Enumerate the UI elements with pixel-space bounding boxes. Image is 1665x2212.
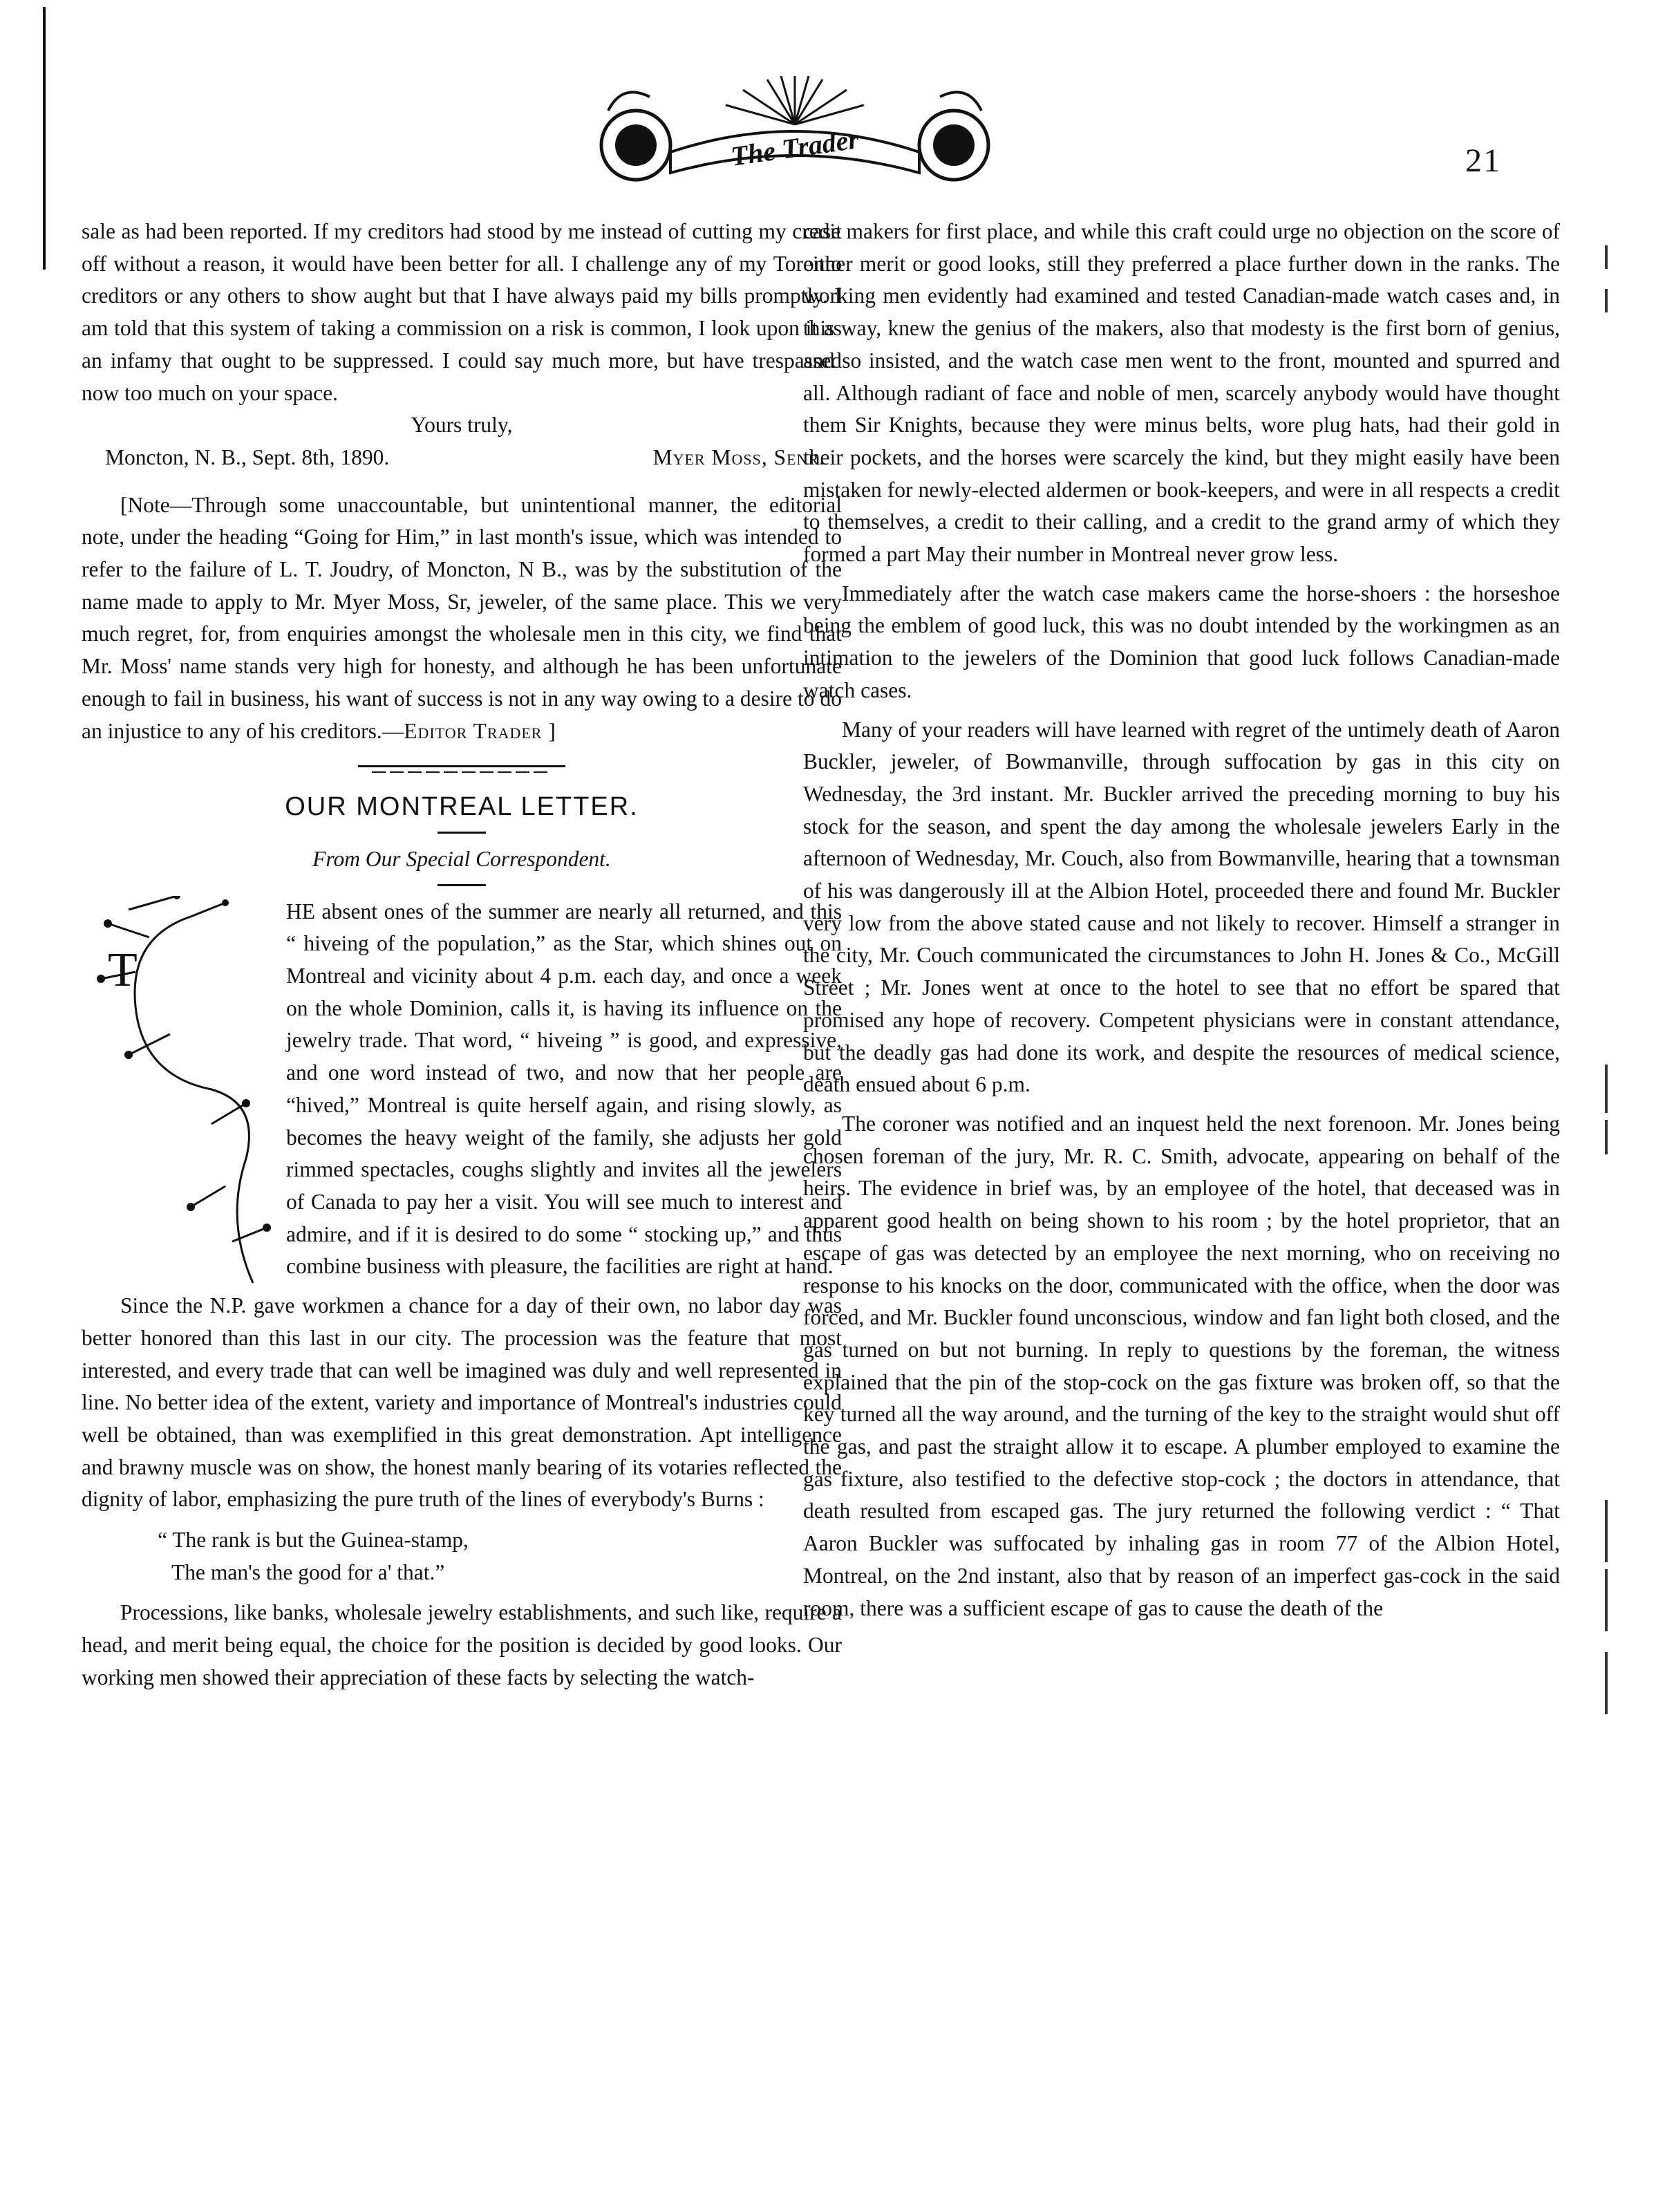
editor-note-text: [Note—Through some unaccountable, but unintentional manner, the editorial note, under the heading “Going for Him,” in last month's issue, which was intended to refer to the failure of L. T. Joudry, of Moncton, N B., was by the substitution of the name made to apply to Mr. Myer Moss, Sr, jeweler, of the same place. This we very much regret, for, from enquiries amongst the wholesale men in this city, we find that Mr. Moss' name stands very high for honesty, and although he has been unfortunate enough to fail in business, his want of success is not in any way owing to a desire to do an injustice to any of his creditors. <box>82 492 842 743</box>
page-number: 21 <box>1465 142 1501 179</box>
letter-closing: Yours truly, <box>411 413 513 438</box>
margin-mark <box>1605 1569 1608 1631</box>
masthead-ornament <box>594 69 995 187</box>
left-column <box>82 216 842 1694</box>
margin-mark <box>1605 1500 1608 1562</box>
right-para-3: Many of your readers will have learned with regret of the untimely death of Aaron Buckler, jeweler, of Bowmanville, through suffocation by gas in this city on Wednesday, the 3rd instant. Mr. Buckler arrived the preceding morning to buy his stock for the season, and spent the day among the wholesale jewelers Early in the afternoon of Wednesday, Mr. Couch, also from Bowmanville, hearing that a townsman of his was dangerously ill at the Albion Hotel, proceeded there and found Mr. Buckler very low from the above stated cause and not likely to recover. Himself a stranger in the city, Mr. Couch communicated the circumstances to John H. Jones & Co., McGill Street ; Mr. Jones went at once to the hotel to see that no effort be spared that promised any hope of recovery. Competent physicians were in constant attendance, but the deadly gas had done its work, and despite the resources of medical science, death ensued about 6 p.m. <box>803 717 1560 1097</box>
drop-cap-letter: T <box>108 943 138 997</box>
verse-line-1: “ The rank is but the Guinea-stamp, <box>158 1528 469 1553</box>
verse-line-2: The man's the good for a' that.” <box>171 1559 445 1584</box>
article-subheading: From Our Special Correspondent. <box>312 846 611 871</box>
montreal-para-3: Processions, like banks, wholesale jewelry establishments, and such like, require a head, and merit being equal, the choice for the position is decided by good looks. Our working men showed their appreciation of these facts by selecting the watch- <box>82 1600 842 1689</box>
letter-place-date: Moncton, N. B., Sept. 8th, 1890. <box>105 444 390 469</box>
masthead-title: The Trader <box>728 123 861 172</box>
editor-note-signature: Editor Trader ] <box>404 718 556 743</box>
margin-mark <box>1605 245 1608 269</box>
montreal-para-1: HE absent ones of the summer are nearly all returned, and this “ hiveing of the population,” as the Star, which shines out on Montreal and vicinity about 4 p.m. each day, and once a week on the whole Dominion, calls it, is having its influence on the jewelry trade. That word, “ hiveing ” is good, and expressive, and one word instead of two, and now that her people are “hived,” Montreal is quite herself again, and rising slowly, as becomes the heavy weight of the family, she adjusts her gold rimmed spectacles, coughs slightly and invites all the jewelers of Canada to pay her a visit. You will see much to interest and admire, and if it is desired to do some “ stocking up,” and thus combine business with pleasure, the facilities are right at hand. <box>286 899 842 1279</box>
section-divider <box>82 765 842 773</box>
subheading-rule <box>438 884 486 886</box>
editor-note: [Note—Through some unaccountable, but unintentional manner, the editorial note, under the heading “Going for Him,” in last month's issue, which was intended to refer to the failure of L. T. Joudry, of Moncton, N B., was by the substitution of the name made to apply to Mr. Myer Moss, Sr, jeweler, of the same place. This we very much regret, for, from enquiries amongst the wholesale men in this city, we find that Mr. Moss' name stands very high for honesty, and although he has been unfortunate enough to fail in business, his want of success is not in any way owing to a desire to do an injustice to any of his creditors.—Editor Trader ] <box>82 492 842 743</box>
right-column <box>803 216 1560 1624</box>
letter-signature: Myer Moss, Senr. <box>652 444 825 469</box>
margin-mark <box>1605 1652 1608 1714</box>
article-heading: OUR MONTREAL LETTER. <box>285 792 639 822</box>
letter-signature-row <box>82 442 842 474</box>
letter-paragraph: sale as had been reported. If my creditors had stood by me instead of cutting my credit off without a reason, it would have been better for all. I challenge any of my Toronto creditors or any others to show aught but that I have always paid my bills promptly. I am told that this system of taking a commission on a risk is common, I look upon it as an infamy that ought to be suppressed. I could say much more, but have trespassed now too much on your space. <box>82 219 842 405</box>
margin-mark <box>1605 1120 1608 1154</box>
heading-rule <box>438 832 486 834</box>
margin-mark <box>1605 289 1608 312</box>
margin-mark <box>1605 1065 1608 1113</box>
montreal-para-2: Since the N.P. gave workmen a chance for a day of their own, no labor day was better honored than this last in our city. The procession was the feature that most interested, and every trade that can well be imagined was duly and well represented in line. No better idea of the extent, variety and importance of Montreal's industries could well be obtained, than was exemplified in this great demonstration. Apt intelligence and brawny muscle was on show, the honest manly bearing of its votaries reflected the dignity of labor, emphasizing the pure truth of the lines of everybody's Burns : <box>82 1293 842 1512</box>
page-edge-rule <box>43 7 46 270</box>
right-para-4: The coroner was notified and an inquest held the next forenoon. Mr. Jones being chosen foreman of the jury, Mr. R. C. Smith, advocate, appearing on behalf of the heirs. The evidence in brief was, by an employee of the hotel, that deceased was in apparent good health on being shown to his room ; by the hotel proprietor, that an escape of gas was detected by an employee the next morning, who on receiving no response to his knocks on the door, communicated with the office, when the door was forced, and Mr. Buckler found unconscious, window and fan light both closed, and the gas turned on but not burning. In reply to questions by the foreman, the witness explained that the pin of the stop-cock on the gas fixture was broken off, so that the key turned all the way around, and the turning of the key to the straight would shut off the gas, and past the straight allow it to escape. A plumber employed to examine the gas fixture, also testified to the defective stop-cock ; the doctors in attendance, that death resulted from escaped gas. The jury returned the following verdict : “ That Aaron Buckler was suffocated by inhaling gas in room 77 of the Albion Hotel, Montreal, on the 2nd instant, also that by reason of an imperfect gas-cock in the said room, there was a sufficient escape of gas to cause the death of the <box>803 1111 1560 1620</box>
right-para-1: case makers for first place, and while this craft could urge no objection on the score of either merit or good looks, still they preferred a place further down in the ranks. The working men evidently had examined and tested Canadian-made watch cases and, in this way, knew the genius of the makers, also that modesty is the first born of genius, and so insisted, and the watch case men went to the front, mounted and spurred and all. Although radiant of face and noble of men, scarcely anybody would have thought them Sir Knights, because they were minus belts, wore plug hats, had their gold in their pockets, and the horses were scarcely the kind, but they might easily have been mistaken for newly-elected aldermen or book-keepers, and were in all respects a credit to themselves, a credit to their calling, and a credit to the grand army of which they formed a part May their number in Montreal never grow less. <box>803 219 1560 567</box>
right-para-2: Immediately after the watch case makers came the horse-shoers : the horseshoe being the emblem of good luck, this was no doubt intended by the workingmen as an intimation to the jewelers of the Dominion that good luck follows Canadian-made watch cases. <box>803 581 1560 702</box>
drop-cap-ornament <box>87 896 274 1290</box>
